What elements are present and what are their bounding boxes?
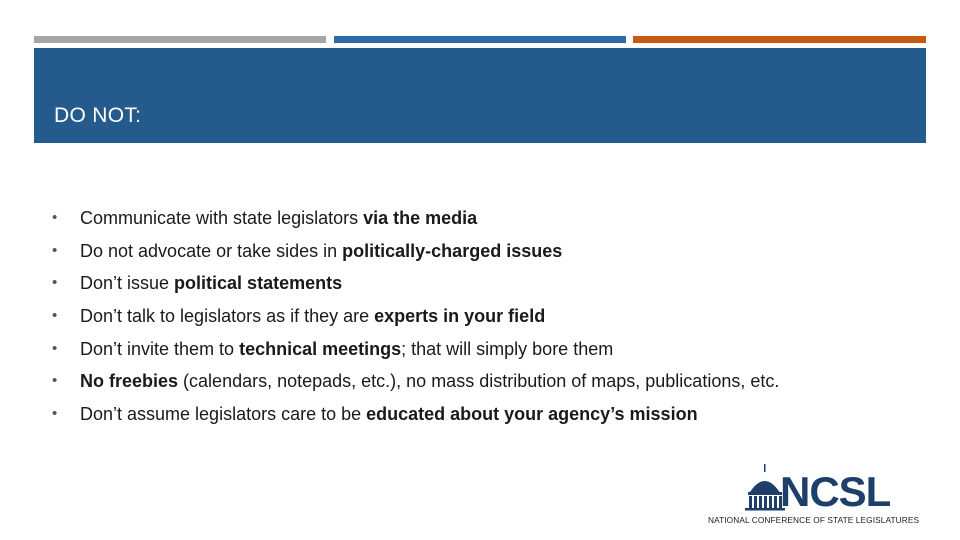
bullet-text-segment: Don’t invite them to [80,338,240,359]
bullet-marker: • [52,339,58,357]
bullet-item [52,267,779,300]
bullet-list [52,202,779,431]
bullet-marker: • [52,372,58,390]
ncsl-subtitle: NATIONAL CONFERENCE OF STATE LEGISLATURES [708,515,920,525]
bullet-item [52,333,779,366]
accent-bar-orange [633,36,926,43]
slide-title: DO NOT: [54,104,142,127]
bullet-item [52,202,779,235]
bullet-item [52,235,779,268]
bullet-text [80,365,779,398]
bullet-item [52,300,779,333]
bullet-text-bold: politically-charged issues [342,240,563,261]
bullet-text-bold: political statements [174,273,343,294]
bullet-text-segment: ; that will simply bore them [401,338,614,359]
bullet-marker: • [52,209,58,226]
bullet-item [52,365,779,398]
bullet-text [80,267,342,300]
bullet-text-segment: (calendars, notepads, etc.), no mass distribution of maps, publications, etc. [178,371,780,392]
bullet-text-segment: Don’t assume legislators care to be [80,404,367,425]
bullet-text-bold: technical meetings [239,338,402,359]
bullet-item [52,398,779,431]
bullet-marker: • [52,274,58,292]
accent-bar-blue [334,36,626,43]
bullet-marker: • [52,307,58,325]
bullet-text [80,300,545,333]
bullet-text-segment: Don’t talk to legislators as if they are [80,306,375,327]
bullet-text-bold: experts in your field [374,306,546,327]
ncsl-wordmark: NCSL [780,468,891,515]
bullet-text-segment: Don’t issue [80,273,175,294]
bullet-text-bold: educated about your agency’s mission [366,404,698,425]
bullet-text [80,333,613,366]
bullet-text-segment: Communicate with state legislators [80,208,364,228]
bullet-text-segment: Do not advocate or take sides in [80,240,343,261]
bullet-marker: • [52,405,58,423]
bullet-marker: • [52,241,58,259]
bullet-text-bold: No freebies [80,371,179,392]
title-banner [34,48,926,143]
bullet-text [80,398,698,431]
bullet-text [80,202,477,235]
bullet-text [80,235,562,268]
bullet-text-bold: via the media [363,208,478,228]
accent-bar-gray [34,36,326,43]
